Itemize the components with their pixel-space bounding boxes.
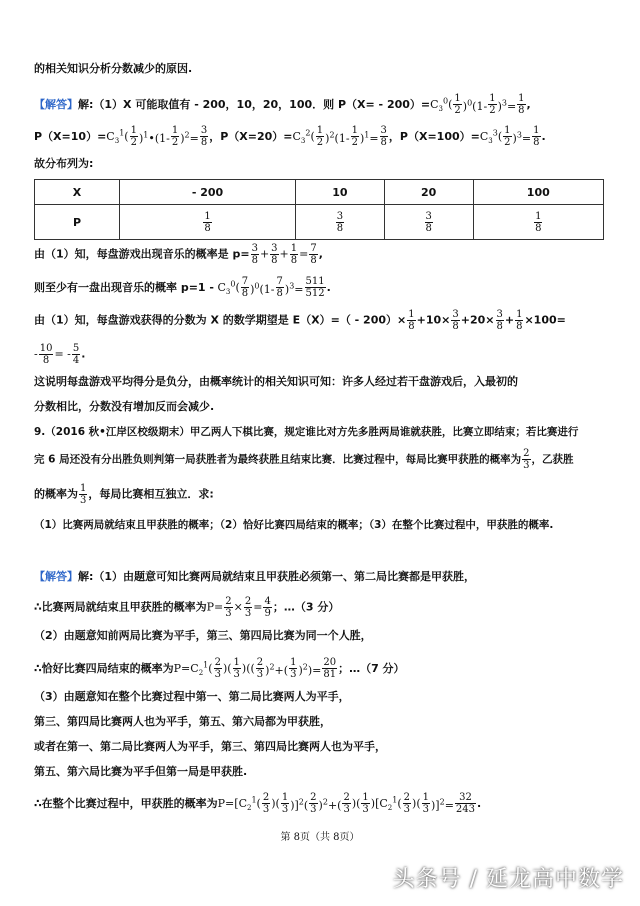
table-cell: - 200 — [120, 180, 296, 205]
table-cell: X — [35, 180, 120, 205]
table-cell: 20 — [384, 180, 473, 205]
answer-tag: 【解答】 — [34, 570, 78, 583]
solution9-line-4: ∴恰好比赛四局结束的概率为$P=C_2^1$( $\frac{2}{3}$ )( $\frac{1}{3}$ )(( $\frac{2}{3}$ )$^2$+( $\frac{1}{3}$ )$^2$)= $\frac{20}{81}$ ；…（7 分） — [34, 657, 405, 681]
solution9-line-5: （3）由题意知在整个比赛过程中第一、第二局比赛两人为平手， — [34, 690, 350, 703]
problem-9-line-1: 9.（2016 秋•江岸区校级期末）甲乙两人下棋比赛，规定谁比对方先多胜两局谁就获胜，比赛立即结束；若比赛进行 — [34, 426, 579, 438]
problem-9-questions: （1）比赛两局就结束且甲获胜的概率；（2）恰好比赛四局结束的概率；（3）在整个比赛过程中，甲获胜的概率. — [34, 519, 554, 531]
solution9-line-3: （2）由题意知前两局比赛为平手，第三、第四局比赛为同一个人胜， — [34, 629, 372, 642]
solution-line-2: $P(X=10)=C_3^1$( $\frac{1}{2}$ )$^1$•(1- $\frac{1}{2}$ )$^2$= $\frac{3}{8}$ ，$P(X=20)=C_3^2$( $\frac{1}{2}$ )$^2$(1- $\frac{1}{2}$ )$^1$= $\frac{3}{8}$ ，$P(X=100)=C_3^3$( $\frac{1}{2}$ )$^3$= $\frac{1}{8}$ . — [34, 125, 546, 149]
solution-line-1: 【解答】解:（1）X 可能取值有 - 200，10，20，100．则 $P(X= - 200)=C_3^0$( $\frac{1}{2}$ )$^0$(1- $\frac{1}{2}$ )$^3$= $\frac{1}{8}$ , — [34, 93, 531, 117]
answer-tag: 【解答】 — [34, 97, 78, 111]
solution9-line-2: ∴比赛两局就结束且甲获胜的概率为P= $\frac{2}{3}$ × $\frac{2}{3}$ = $\frac{4}{9}$ ；…（3 分） — [34, 596, 340, 619]
problem-9-line-2: 完 6 局还没有分出胜负则判第一局获胜者为最终获胜且结束比赛．比赛过程中，每局比赛甲获胜的概率为 $\frac{2}{3}$ ，乙获胜 — [34, 448, 574, 471]
solution9-line-6: 第三、第四局比赛两人也为平手，第五、第六局都为甲获胜， — [34, 715, 331, 728]
watermark: 头条号 / 延龙高中数学 — [392, 867, 624, 892]
problem-9-line-3: 的概率为 $\frac{1}{3}$ ，每局比赛相互独立．求: — [34, 483, 214, 506]
solution9-line-9: ∴在整个比赛过程中，甲获胜的概率为$P=[C_2^1$( $\frac{2}{3}$ )( $\frac{1}{3}$ )]$^2$( $\frac{2}{3}$ )$^2$+( $\frac{2}{3}$ )( $\frac{1}{3}$ )[$C_2^1$( $\frac{2}{3}$ )( $\frac{1}{3}$ )]$^2$= $\frac{32}{243}$ . — [34, 792, 482, 816]
text-line-5: 由（1）知，每盘游戏出现音乐的概率是 p= $\frac{3}{8}$ + $\frac{3}{8}$ + $\frac{1}{8}$ = $\frac{7}{8}$ , — [34, 243, 323, 266]
solution9-line-7: 或者在第一、第二局比赛两人为平手，第三、第四局比赛两人也为平手， — [34, 740, 386, 753]
table-row — [35, 205, 604, 240]
text-line-8: 这说明每盘游戏平均得分是负分，由概率统计的相关知识可知：许多人经过若干盘游戏后，入最初的 — [34, 375, 518, 388]
text-line-7: 由（1）知，每盘游戏获得的分数为 X 的数学期望是 E（X）=（ - 200）× $\frac{1}{8}$ +10× $\frac{3}{8}$ +20× $\frac{3}{8}$ + $\frac{1}{8}$ ×100= — [34, 309, 566, 332]
table-cell: $\frac{1}{8}$ — [120, 205, 296, 240]
text-line-1: 的相关知识分析分数减少的原因. — [34, 62, 193, 75]
table-cell: P — [35, 205, 120, 240]
table-cell: 100 — [473, 180, 603, 205]
table-header-row — [35, 180, 604, 205]
distribution-table — [34, 179, 604, 240]
text-line-9: 分数相比，分数没有增加反而会减少. — [34, 400, 215, 413]
page-footer: 第 8页（共 8页） — [280, 832, 360, 843]
text-line-7b: - $\frac{10}{8}$ = - $\frac{5}{4}$ . — [34, 343, 86, 366]
table-cell: $\frac{1}{8}$ — [473, 205, 603, 240]
text-line-dist: 故分布列为: — [34, 157, 94, 170]
table-cell: 10 — [296, 180, 385, 205]
text-line-6: 则至少有一盘出现音乐的概率 $p=1 - C_3^0$( $\frac{7}{8}$ )$^0$(1- $\frac{7}{8}$ )$^3$= $\frac{511}{512}$ . — [34, 276, 331, 300]
table-cell: $\frac{3}{8}$ — [384, 205, 473, 240]
table-cell: $\frac{3}{8}$ — [296, 205, 385, 240]
solution9-line-1: 【解答】解:（1）由题意可知比赛两局就结束且甲获胜必须第一、第二局比赛都是甲获胜， — [34, 570, 476, 583]
solution9-line-8: 第五、第六局比赛为平手但第一局是甲获胜. — [34, 765, 248, 778]
